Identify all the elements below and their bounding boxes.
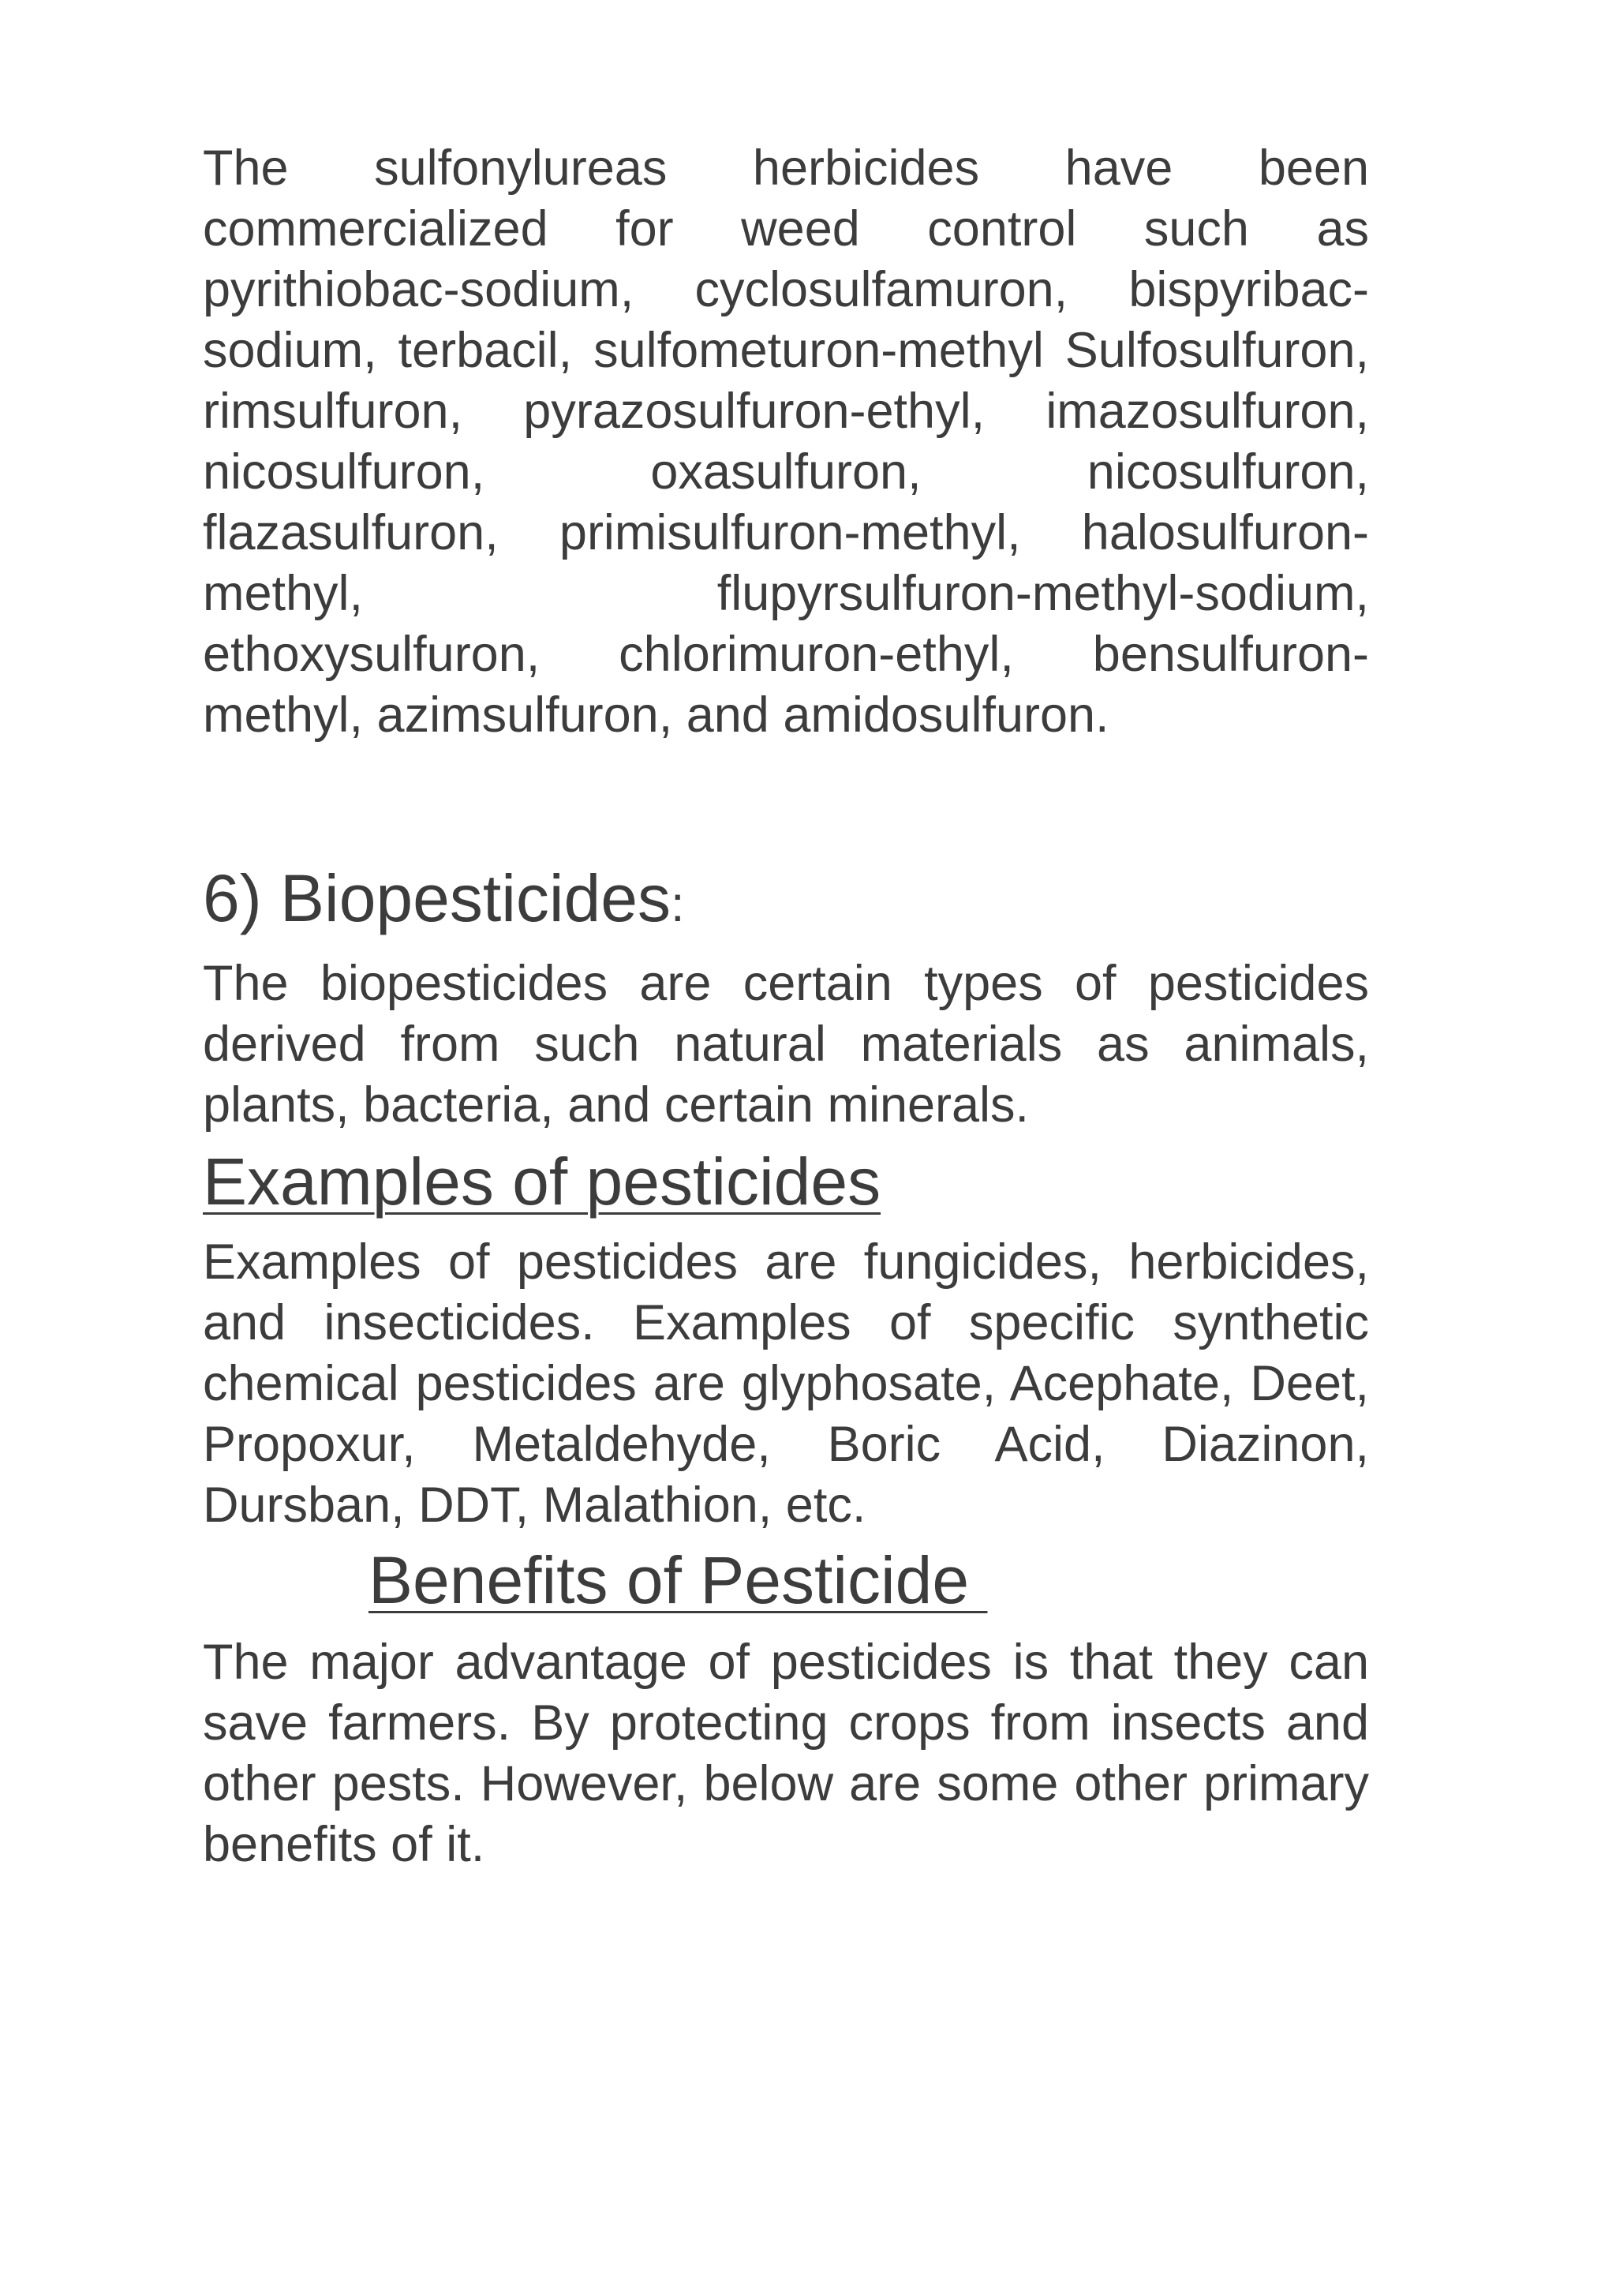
biopesticides-heading-text: 6) Biopesticides — [203, 861, 671, 935]
benefits-paragraph: The major advantage of pesticides is that they can save farmers. By protecting crops from insects and other pests. However, below are some other primary benefits of it. — [203, 1635, 1369, 1872]
biopesticides-paragraph: The biopesticides are certain types of pesticides derived from such natural materials as animals, plants, bacteria, and certain minerals. — [203, 956, 1369, 1133]
examples-paragraph: Examples of pesticides are fungicides, herbicides, and insecticides. Examples of specific synthetic chemical pesticides are glyphosate, Acephate, Deet, Propoxur, Metaldehyde, Boric Acid, Diazinon, Dursban, DDT, Malathion, etc. — [203, 1234, 1369, 1533]
biopesticides-heading — [203, 859, 1369, 944]
benefits-heading: Benefits of Pesticide — [368, 1543, 988, 1617]
document-page — [203, 138, 1369, 1875]
sulfonylureas-paragraph: The sulfonylureas herbicides have been commercialized for weed control such as pyrithiobac-sodium, cyclosulfamuron, bispyribac-sodium, terbacil, sulfometuron-methyl Sulfosulfuron, rimsulfuron, pyrazosulfuron-ethyl, imazosulfuron, nicosulfuron, oxasulfuron, nicosulfuron, flazasulfuron, primisulfuron-methyl, halosulfuron-methyl, flupyrsulfuron-methyl-sodium, ethoxysulfuron, chlorimuron-ethyl, bensulfuron-methyl, azimsulfuron, and amidosulfuron. — [203, 140, 1369, 743]
examples-heading: Examples of pesticides — [203, 1144, 881, 1219]
biopesticides-heading-colon: : — [670, 877, 685, 932]
